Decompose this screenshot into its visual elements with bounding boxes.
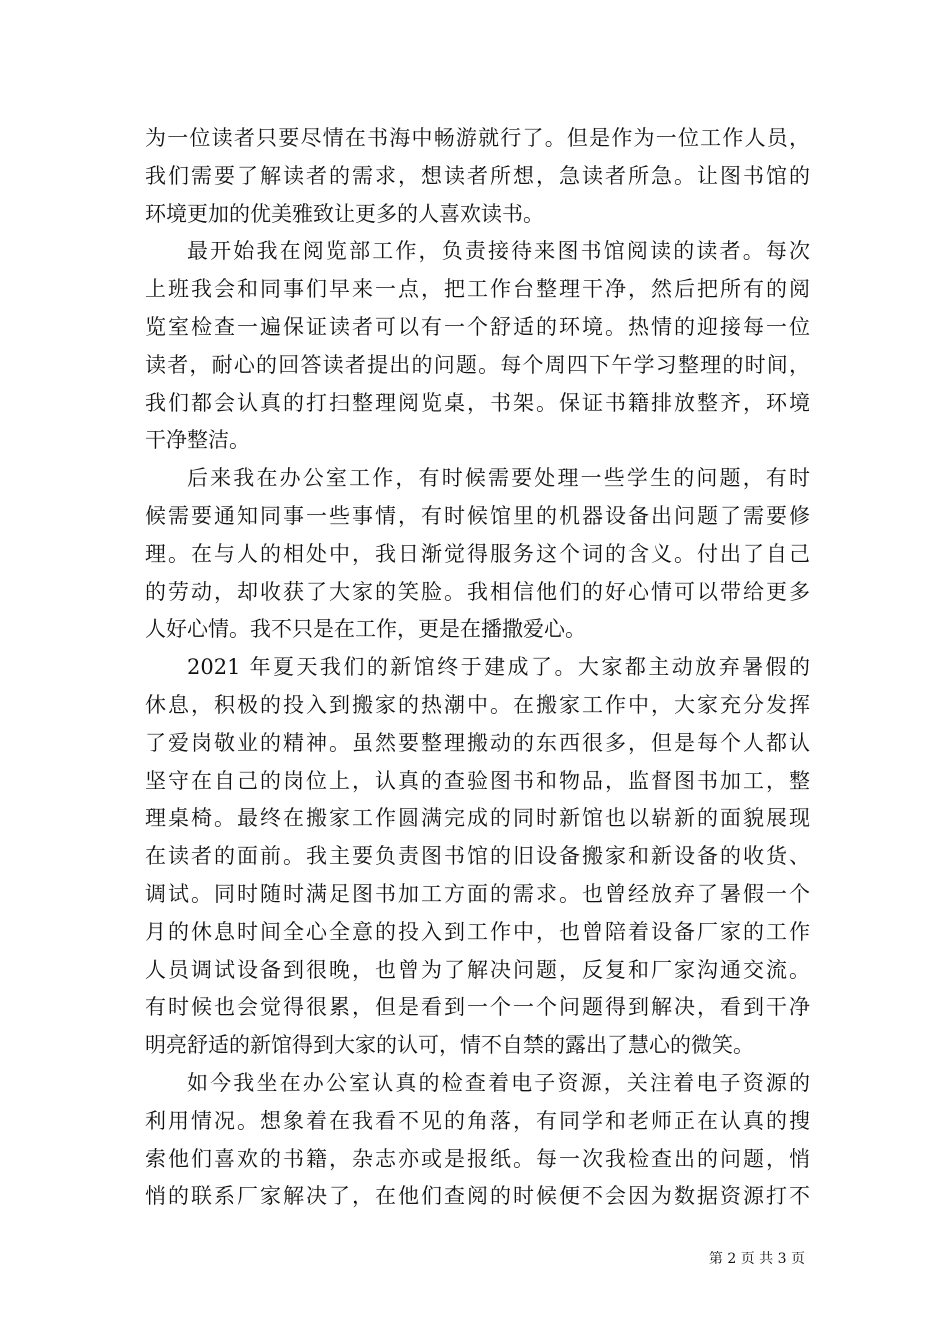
text-line: 理。在与人的相处中，我日渐觉得服务这个词的含义。付出了自己 [145, 541, 810, 566]
text-line: 明亮舒适的新馆得到大家的认可，情不自禁的露出了慧心的微笑。 [145, 1033, 754, 1058]
text-line: 月的休息时间全心全意的投入到工作中，也曾陪着设备厂家的工作 [145, 919, 810, 944]
text-line: 理桌椅。最终在搬家工作圆满完成的同时新馆也以崭新的面貌展现 [145, 806, 810, 831]
page-footer [0, 1248, 950, 1268]
text-line: 候需要通知同事一些事情，有时候馆里的机器设备出问题了需要修 [145, 503, 810, 528]
text-line: 人员调试设备到很晚，也曾为了解决问题，反复和厂家沟通交流。 [145, 957, 810, 982]
paragraph [145, 460, 810, 649]
text-line: 我们都会认真的打扫整理阅览桌，书架。保证书籍排放整齐，环境 [145, 390, 810, 415]
text-line: 调试。同时随时满足图书加工方面的需求。也曾经放弃了暑假一个 [145, 881, 810, 906]
text-line: 环境更加的优美雅致让更多的人喜欢读书。 [145, 201, 544, 226]
text-line: 人好心情。我不只是在工作，更是在播撒爱心。 [145, 617, 586, 642]
text-line: 2021 年夏天我们的新馆终于建成了。大家都主动放弃暑假的 [187, 655, 810, 680]
text-line: 为一位读者只要尽情在书海中畅游就行了。但是作为一位工作人员， [145, 126, 810, 150]
text-line: 了爱岗敬业的精神。虽然要整理搬动的东西很多，但是每个人都认 [145, 730, 810, 755]
paragraph [145, 1065, 810, 1216]
text-line: 我们需要了解读者的需求，想读者所想，急读者所急。让图书馆的 [145, 163, 810, 188]
text-line: 有时候也会觉得很累，但是看到一个一个问题得到解决，看到干净 [145, 995, 810, 1020]
text-line: 后来我在办公室工作，有时候需要处理一些学生的问题，有时 [187, 466, 810, 491]
text-line: 读者，耐心的回答读者提出的问题。每个周四下午学习整理的时间， [145, 352, 810, 377]
paragraph [145, 233, 810, 460]
text-line: 如今我坐在办公室认真的检查着电子资源，关注着电子资源的 [187, 1070, 810, 1095]
text-line: 休息，积极的投入到搬家的热潮中。在搬家工作中，大家充分发挥 [145, 692, 810, 717]
text-line: 在读者的面前。我主要负责图书馆的旧设备搬家和新设备的收货、 [145, 844, 810, 869]
text-line: 最开始我在阅览部工作，负责接待来图书馆阅读的读者。每次 [187, 239, 810, 264]
text-line: 悄的联系厂家解决了，在他们查阅的时候便不会因为数据资源打不 [145, 1184, 810, 1209]
paragraph [145, 120, 810, 233]
text-line: 索他们喜欢的书籍，杂志亦或是报纸。每一次我检查出的问题，悄 [145, 1146, 810, 1171]
page-number-label: 第 2 页 共 3 页 [708, 1251, 805, 1267]
text-line: 利用情况。想象着在我看不见的角落，有同学和老师正在认真的搜 [145, 1108, 810, 1133]
text-line: 上班我会和同事们早来一点，把工作台整理干净，然后把所有的阅 [145, 277, 810, 302]
text-line: 坚守在自己的岗位上，认真的查验图书和物品，监督图书加工，整 [145, 768, 810, 793]
text-line: 览室检查一遍保证读者可以有一个舒适的环境。热情的迎接每一位 [145, 314, 810, 339]
paragraph [145, 649, 810, 1065]
text-line: 干净整洁。 [145, 428, 250, 453]
text-line: 的劳动，却收获了大家的笑脸。我相信他们的好心情可以带给更多 [145, 579, 810, 604]
document-body [145, 120, 810, 1216]
